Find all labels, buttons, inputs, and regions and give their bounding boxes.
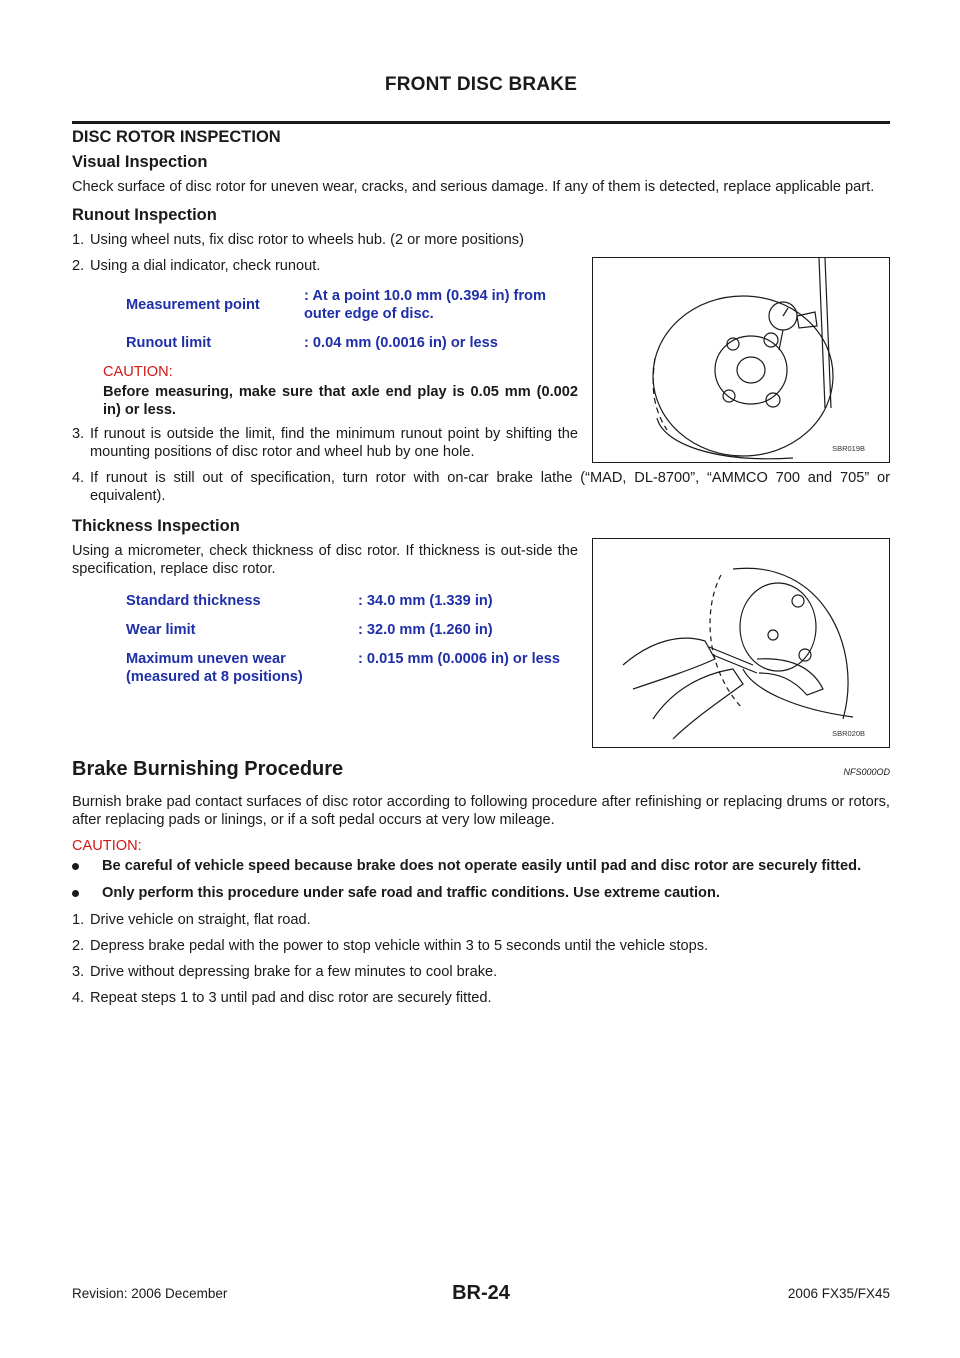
- section-title-disc-rotor-inspection: DISC ROTOR INSPECTION: [72, 128, 281, 146]
- section-heading: Brake Burnishing Procedure: [72, 758, 344, 780]
- spec-row-measurement-point: [126, 287, 578, 323]
- spec-label: Wear limit: [126, 622, 196, 638]
- step-number: 4.: [72, 470, 85, 486]
- section-title-burnishing: [72, 760, 890, 781]
- model-text: 2006 FX35/FX45: [787, 1286, 890, 1301]
- spec-value: : 0.015 mm (0.0006 in) or less: [358, 651, 560, 667]
- step-number: 1.: [72, 232, 85, 248]
- thickness-inspection-text: Using a micrometer, check thickness of disc rotor. If thickness is out-side the specification, replace disc rotor.: [72, 543, 578, 577]
- section-code: NFS000OD: [843, 767, 890, 777]
- step-number: 1.: [72, 912, 85, 928]
- page-title: FRONT DISC BRAKE: [384, 74, 578, 95]
- visual-inspection-text: Check surface of disc rotor for uneven wear, cracks, and serious damage. If any of them is detected, replace applicable part.: [72, 179, 875, 195]
- burnish-step-2: [72, 937, 890, 955]
- bullet-dot: [72, 857, 102, 875]
- caution-text: Before measuring, make sure that axle end play is 0.05 mm (0.002 in) or less.: [103, 384, 578, 418]
- bullet-text: Only perform this procedure under safe road and traffic conditions. Use extreme caution.: [102, 885, 720, 901]
- step-text: Drive vehicle on straight, flat road.: [90, 912, 311, 928]
- step-text: Drive without depressing brake for a few minutes to cool brake.: [90, 964, 498, 980]
- dial-indicator-illustration: [593, 258, 889, 462]
- spec-label: Maximum uneven wear (measured at 8 positions): [126, 651, 303, 685]
- header-rule: [72, 121, 890, 124]
- bullet-dot: [72, 884, 102, 902]
- main-content: [72, 128, 890, 1015]
- step-number: 2.: [72, 258, 85, 274]
- thickness-left-column: [72, 542, 578, 697]
- figure-code: SBR019B: [832, 444, 865, 453]
- micrometer-illustration: [593, 539, 889, 747]
- caution-bullet-1: [72, 857, 890, 875]
- caution-bullet-2: [72, 884, 890, 902]
- thickness-block: [72, 542, 890, 748]
- caution-label: CAUTION:: [103, 364, 173, 380]
- spec-value: : 32.0 mm (1.260 in): [358, 622, 493, 638]
- burnish-step-1: [72, 911, 890, 929]
- spec-value: : At a point 10.0 mm (0.394 in) from outer edge of disc.: [304, 288, 546, 322]
- runout-caution: [72, 363, 578, 419]
- runout-step-3: [72, 425, 578, 461]
- burnishing-intro-text: Burnish brake pad contact surfaces of disc rotor according to following procedure after refinishing or replacing drums or rotors, after replacing pads or linings, or if a soft pedal occurs at very low mileage.: [72, 794, 890, 828]
- burnish-step-3: [72, 963, 890, 981]
- spec-label: Measurement point: [126, 297, 260, 313]
- step-number: 3.: [72, 964, 85, 980]
- spec-row-runout-limit: [126, 334, 578, 352]
- step-text: Using wheel nuts, fix disc rotor to wheels hub. (2 or more positions): [90, 232, 524, 248]
- runout-step-2: [72, 257, 578, 275]
- burnishing-caution-label: CAUTION:: [72, 838, 142, 854]
- step-text: Repeat steps 1 to 3 until pad and disc rotor are securely fitted.: [90, 990, 492, 1006]
- runout-step-1: [72, 231, 890, 249]
- figure-code: SBR020B: [832, 729, 865, 738]
- step-text: If runout is still out of specification, turn rotor with on-car brake lathe (“MAD, DL-8700”, “AMMCO 700 and 705” or equivalent).: [90, 470, 890, 504]
- subsection-title-thickness: Thickness Inspection: [72, 517, 240, 535]
- spec-row-max-uneven-wear: [126, 650, 578, 686]
- figure-dial-indicator: [592, 257, 890, 463]
- subsection-title-runout: Runout Inspection: [72, 206, 217, 224]
- bullet-text: Be careful of vehicle speed because brake does not operate easily until pad and disc rotor are securely fitted.: [102, 858, 862, 874]
- spec-value: : 34.0 mm (1.339 in): [358, 593, 493, 609]
- subsection-title-visual: Visual Inspection: [72, 153, 208, 171]
- spec-label: Standard thickness: [126, 593, 261, 609]
- runout-block: [72, 257, 890, 469]
- thickness-spec-table: [72, 592, 578, 686]
- figure-micrometer: [592, 538, 890, 748]
- burnish-step-4: [72, 989, 890, 1007]
- spec-label: Runout limit: [126, 335, 212, 351]
- runout-step-4: [72, 469, 890, 505]
- step-number: 2.: [72, 938, 85, 954]
- step-number: 4.: [72, 990, 85, 1006]
- step-text: Using a dial indicator, check runout.: [90, 258, 321, 274]
- step-number: 3.: [72, 426, 85, 442]
- spec-value: : 0.04 mm (0.0016 in) or less: [304, 335, 498, 351]
- page-number: BR-24: [452, 1282, 510, 1304]
- revision-text: Revision: 2006 December: [72, 1286, 228, 1301]
- spec-row-standard-thickness: [126, 592, 578, 610]
- step-text: Depress brake pedal with the power to stop vehicle within 3 to 5 seconds until the vehicle stops.: [90, 938, 709, 954]
- runout-spec-table: [72, 287, 578, 352]
- spec-row-wear-limit: [126, 621, 578, 639]
- runout-left-column: [72, 257, 578, 469]
- step-text: If runout is outside the limit, find the minimum runout point by shifting the mounting positions of disc rotor and wheel hub by one hole.: [90, 426, 578, 460]
